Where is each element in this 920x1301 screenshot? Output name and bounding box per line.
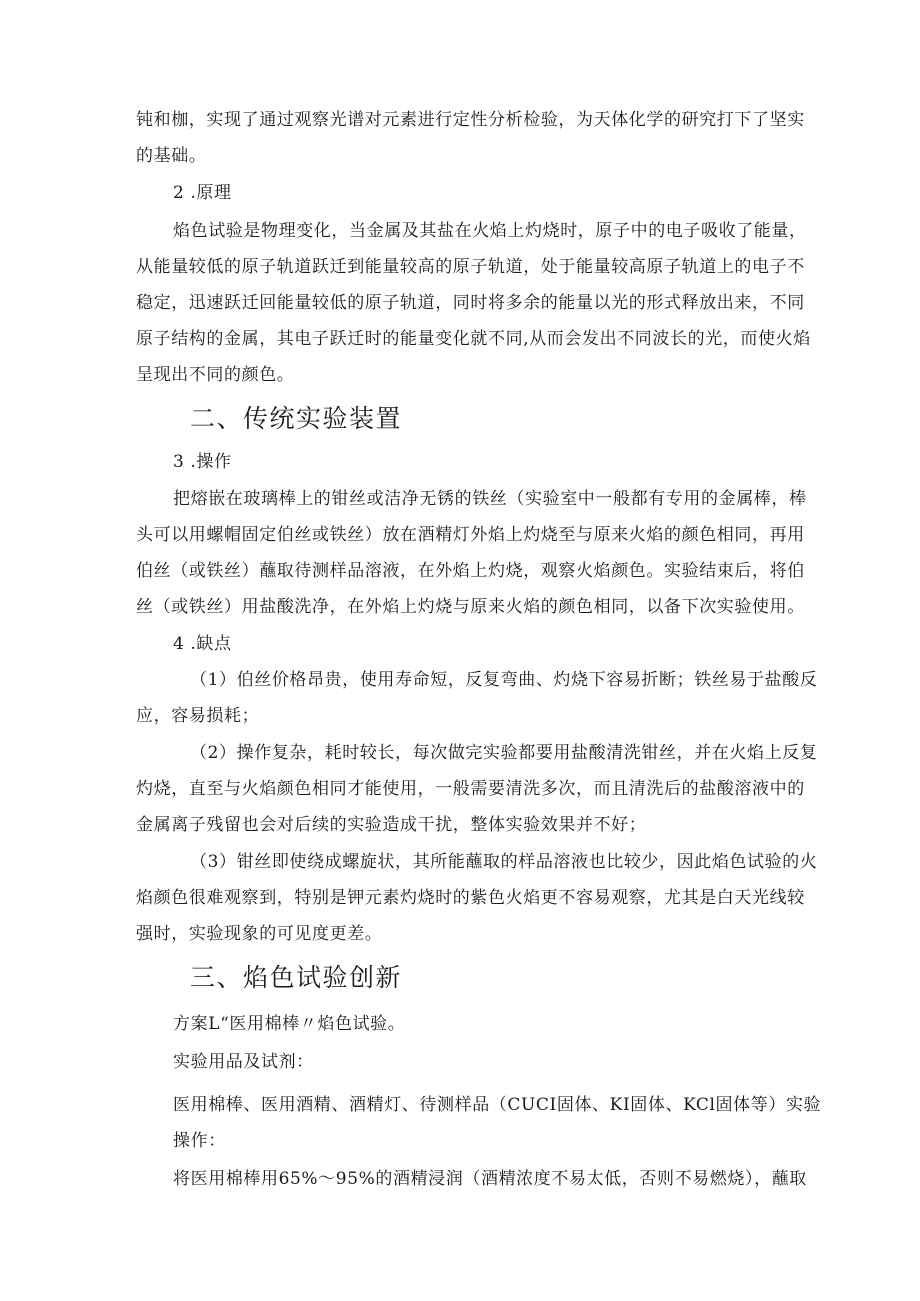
- numbered-heading: 3 .操作: [173, 452, 232, 472]
- list-item-line: 应，容易损耗；: [136, 706, 260, 726]
- paragraph-line: 的基础。: [136, 146, 207, 166]
- section-heading: 二、传统实验装置: [190, 404, 403, 433]
- paragraph-line: 焰色试验是物理变化，当金属及其盐在火焰上灼烧时，原子中的电子吸收了能量，: [173, 221, 807, 241]
- numbered-heading: 4 .缺点: [173, 634, 232, 654]
- paragraph-line: 原子结构的金属，其电子跃迁时的能量变化就不同,从而会发出不同波长的光，而使火焰: [136, 329, 811, 349]
- paragraph-line: 操作：: [173, 1131, 226, 1151]
- list-item-line: 灼烧，直至与火焰颜色相同才能使用，一般需要清洗多次，而且清洗后的盐酸溶液中的: [136, 779, 805, 799]
- list-item-line: 强时，实验现象的可见度更差。: [136, 924, 383, 944]
- list-item-line: 金属离子残留也会对后续的实验造成干扰，整体实验效果并不好；: [136, 815, 647, 835]
- paragraph-line: 钝和枷，实现了通过观察光谱对元素进行定性分析检验，为天体化学的研究打下了坚实: [136, 110, 805, 130]
- paragraph-line: 把熔嵌在玻璃棒上的钳丝或洁净无锈的铁丝（实验室中一般都有专用的金属棒，棒: [173, 489, 807, 509]
- list-item-line: （1）伯丝价格昂贵，使用寿命短，反复弯曲、灼烧下容易折断；铁丝易于盐酸反: [190, 670, 818, 690]
- paragraph-line: 医用棉棒、医用酒精、酒精灯、待测样品（CUCI固体、KI固体、KCl固体等）实验: [173, 1095, 822, 1115]
- paragraph-line: 稳定，迅速跃迁回能量较低的原子轨道，同时将多余的能量以光的形式释放出来，不同: [136, 293, 805, 313]
- paragraph-line: 丝（或铁丝）用盐酸洗净，在外焰上灼烧与原来火焰的颜色相同，以备下次实验使用。: [136, 597, 805, 617]
- paragraph-line: 实验用品及试剂：: [173, 1052, 314, 1072]
- paragraph-line: 头可以用螺帽固定伯丝或铁丝）放在酒精灯外焰上灼烧至与原来火焰的颜色相同，再用: [136, 525, 805, 545]
- paragraph-line: 从能量较低的原子轨道跃迁到能量较高的原子轨道，处于能量较高原子轨道上的电子不: [136, 257, 805, 277]
- list-item-line: （3）钳丝即使绕成螺旋状，其所能蘸取的样品溶液也比较少，因此焰色试验的火: [190, 852, 818, 872]
- list-item-line: （2）操作复杂，耗时较长，每次做完实验都要用盐酸清洗钳丝，并在火焰上反复: [190, 743, 818, 763]
- paragraph-line: 呈现出不同的颜色。: [136, 365, 295, 385]
- section-heading: 三、焰色试验创新: [190, 963, 403, 992]
- list-item-line: 焰颜色很难观察到，特别是钾元素灼烧时的紫色火焰更不容易观察，尤其是白天光线较: [136, 888, 805, 908]
- paragraph-line: 方案L“医用棉棒〃焰色试验。: [173, 1014, 406, 1034]
- paragraph-line: 将医用棉棒用65%〜95%的酒精浸润（酒精浓度不易太低，否则不易燃烧），蘸取: [173, 1169, 807, 1189]
- paragraph-line: 伯丝（或铁丝）蘸取待测样品溶液，在外焰上灼烧，观察火焰颜色。实验结束后，将伯: [136, 561, 805, 581]
- numbered-heading: 2 .原理: [173, 183, 232, 203]
